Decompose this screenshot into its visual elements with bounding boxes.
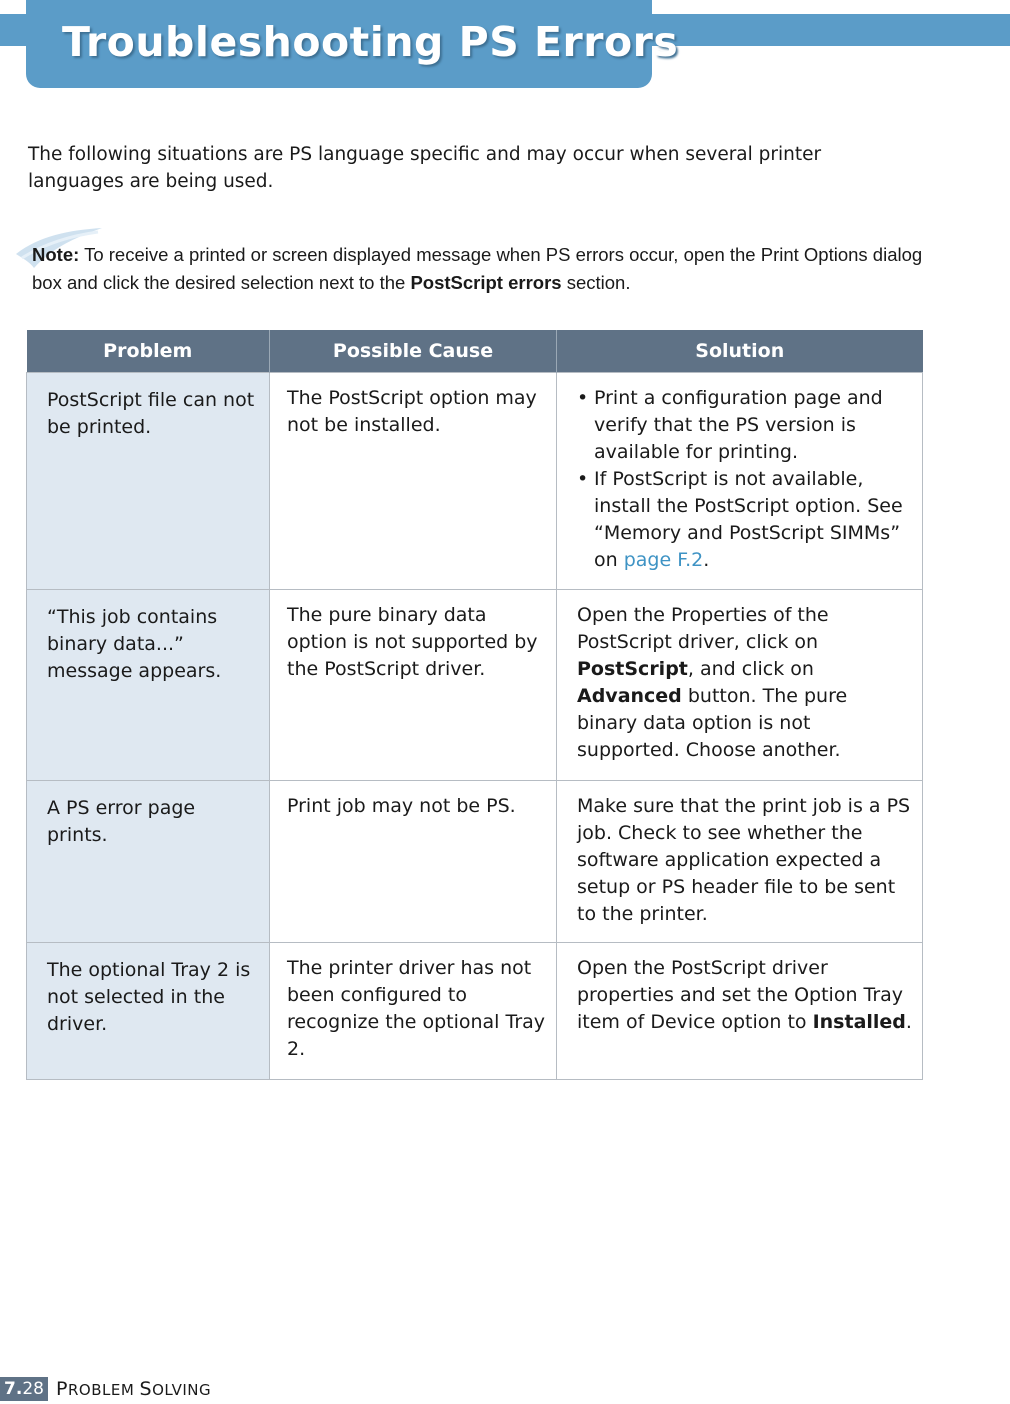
solution-bullet-2 xyxy=(577,466,912,574)
table-row xyxy=(27,943,923,1080)
problem-cell: A PS error page prints. xyxy=(27,781,270,943)
table-header-row xyxy=(27,330,923,373)
solution-cell: Make sure that the print job is a PS job. Check to see whether the software application expected a setup or PS header file to be sent to the printer. xyxy=(557,781,923,943)
solution-cell xyxy=(557,943,923,1080)
section-rest-2: OLVING xyxy=(152,1381,212,1399)
header-solution: Solution xyxy=(557,330,923,373)
solution-bullet-text: If PostScript is not available, install the PostScript option. See “Memory and PostScript SIMMs” on xyxy=(594,468,903,571)
solution-bullet-text: Print a configuration page and verify that the PS version is available for printing. xyxy=(594,387,883,463)
solution-list xyxy=(577,385,912,574)
solution-bold-installed: Installed xyxy=(812,1011,906,1033)
problem-cell: The optional Tray 2 is not selected in the driver. xyxy=(27,943,270,1080)
solution-bullet-end: . xyxy=(703,549,710,571)
table-row xyxy=(27,590,923,781)
solution-bold-postscript: PostScript xyxy=(577,658,688,680)
section-cap-p: P xyxy=(56,1378,68,1400)
solution-text: , and click on xyxy=(687,658,814,680)
intro-paragraph: The following situations are PS language specific and may occur when several printer languages are being used. xyxy=(28,144,822,192)
ps-errors-table xyxy=(26,330,923,1080)
note-text-before: To receive a printed or screen displayed message when PS errors occur, open the Print Options dialog box and click the desired selection next to the xyxy=(32,244,923,293)
solution-cell xyxy=(557,373,923,590)
note-bold-postscript-errors: PostScript errors xyxy=(410,272,562,293)
section-rest-1: ROBLEM xyxy=(67,1381,140,1399)
note-label: Note: xyxy=(32,244,80,265)
solution-bullet-1 xyxy=(577,385,912,466)
problem-cell: “This job contains binary data...” message appears. xyxy=(27,590,270,781)
problem-cell: PostScript file can not be printed. xyxy=(27,373,270,590)
cause-cell: The printer driver has not been configured to recognize the optional Tray 2. xyxy=(270,943,557,1080)
section-name xyxy=(56,1379,211,1400)
note-text-after: section. xyxy=(561,272,631,293)
page-title: Troubleshooting PS Errors xyxy=(62,18,679,66)
note-paragraph xyxy=(32,241,932,297)
page-number xyxy=(0,1377,48,1401)
bullet-glyph: • xyxy=(577,468,589,490)
cause-cell: The pure binary data option is not supported by the PostScript driver. xyxy=(270,590,557,781)
cause-cell: Print job may not be PS. xyxy=(270,781,557,943)
solution-bold-advanced: Advanced xyxy=(577,685,682,707)
header-problem: Problem xyxy=(27,330,270,373)
solution-text: Open the PostScript driver properties and set the Option Tray item of Device option to xyxy=(577,957,904,1033)
solution-cell xyxy=(557,590,923,781)
cause-cell: The PostScript option may not be installed. xyxy=(270,373,557,590)
table-row xyxy=(27,781,923,943)
solution-text: button. The pure binary data option is not supported. Choose another. xyxy=(577,685,848,761)
section-cap-s: S xyxy=(139,1378,153,1400)
solution-text: . xyxy=(905,1011,912,1033)
page-f2-link[interactable]: page F.2 xyxy=(623,549,704,571)
header-possible-cause: Possible Cause xyxy=(270,330,557,373)
bullet-glyph: • xyxy=(577,387,589,409)
page-chapter: 7. xyxy=(4,1379,23,1399)
solution-text: Open the Properties of the PostScript driver, click on xyxy=(577,604,829,653)
page-index: 28 xyxy=(22,1379,44,1399)
table-row xyxy=(27,373,923,590)
